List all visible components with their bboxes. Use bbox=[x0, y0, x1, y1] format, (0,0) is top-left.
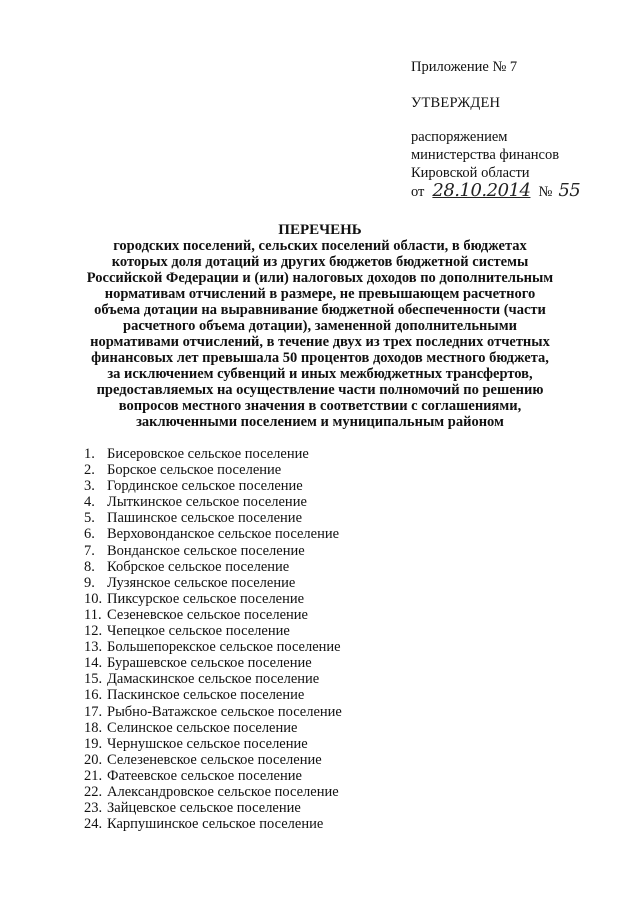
list-item bbox=[84, 446, 342, 462]
item-number: 23. bbox=[84, 800, 103, 817]
list-item bbox=[84, 768, 342, 784]
handwritten-date: 28.10.2014 bbox=[432, 180, 531, 201]
list-item bbox=[84, 639, 342, 655]
list-item bbox=[84, 784, 342, 800]
list-item bbox=[84, 816, 342, 832]
item-number: 18. bbox=[84, 719, 103, 736]
item-number: 14. bbox=[84, 655, 103, 672]
list-item bbox=[84, 655, 342, 671]
item-name: Зайцевское сельское поселение bbox=[107, 800, 301, 817]
item-name: Бурашевское сельское поселение bbox=[107, 655, 312, 672]
number-label: № bbox=[538, 184, 553, 200]
list-item bbox=[84, 704, 342, 720]
item-number: 6. bbox=[84, 526, 95, 543]
approved-by-line: Кировской области bbox=[411, 165, 530, 181]
list-item bbox=[84, 607, 342, 623]
title-heading: ПЕРЕЧЕНЬ bbox=[278, 222, 362, 238]
handwritten-number: 55 bbox=[558, 180, 581, 201]
item-number: 5. bbox=[84, 510, 95, 527]
item-name: Фатеевское сельское поселение bbox=[107, 767, 302, 784]
settlement-list bbox=[84, 446, 342, 832]
item-number: 12. bbox=[84, 623, 103, 640]
title-line: вопросов местного значения в соответствии с соглашениями, bbox=[118, 398, 522, 414]
title-line: нормативам отчислений в размере, не превышающем расчетного bbox=[104, 286, 536, 302]
approved-by-line: министерства финансов bbox=[411, 147, 560, 163]
list-item bbox=[84, 687, 342, 703]
title-line: Российской Федерации и (или) налоговых доходов по дополнительным bbox=[86, 270, 554, 286]
item-name: Гординское сельское поселение bbox=[107, 478, 303, 495]
approval-block bbox=[411, 58, 621, 201]
item-number: 19. bbox=[84, 735, 103, 752]
item-name: Кобрское сельское поселение bbox=[107, 558, 290, 575]
item-name: Чернушское сельское поселение bbox=[107, 735, 308, 752]
item-number: 11. bbox=[84, 606, 102, 623]
item-name: Большепорекское сельское поселение bbox=[107, 639, 341, 656]
item-name: Борское сельское поселение bbox=[107, 462, 282, 479]
item-number: 1. bbox=[84, 446, 95, 462]
list-item bbox=[84, 543, 342, 559]
date-line bbox=[411, 182, 621, 201]
title-line: расчетного объема дотации), замененной дополнительными bbox=[123, 318, 517, 334]
list-item bbox=[84, 575, 342, 591]
list-item bbox=[84, 494, 342, 510]
item-number: 9. bbox=[84, 574, 95, 591]
list-item bbox=[84, 671, 342, 687]
item-name: Сезеневское сельское поселение bbox=[107, 606, 308, 623]
item-number: 7. bbox=[84, 542, 95, 559]
title-line: которых доля дотаций из других бюджетов бюджетной системы bbox=[111, 254, 529, 270]
item-name: Пашинское сельское поселение bbox=[107, 510, 302, 527]
item-name: Пиксурское сельское поселение bbox=[107, 590, 305, 607]
item-name: Чепецкое сельское поселение bbox=[107, 623, 290, 640]
item-number: 17. bbox=[84, 703, 103, 720]
item-number: 4. bbox=[84, 494, 95, 511]
list-item bbox=[84, 720, 342, 736]
item-number: 2. bbox=[84, 462, 95, 479]
title-line: нормативами отчислений, в течение двух из трех последних отчетных bbox=[90, 334, 550, 350]
item-name: Дамаскинское сельское поселение bbox=[107, 671, 320, 688]
item-name: Паскинское сельское поселение bbox=[107, 687, 305, 704]
title-line: за исключением субвенций и иных межбюджетных трансфертов, bbox=[107, 366, 533, 382]
item-name: Александровское сельское поселение bbox=[107, 783, 339, 800]
list-item bbox=[84, 559, 342, 575]
list-item bbox=[84, 526, 342, 542]
item-name: Рыбно-Ватажское сельское поселение bbox=[107, 703, 342, 720]
item-number: 8. bbox=[84, 558, 95, 575]
item-name: Лузянское сельское поселение bbox=[107, 574, 296, 591]
title-line: финансовых лет превышала 50 процентов доходов местного бюджета, bbox=[91, 350, 549, 366]
item-number: 10. bbox=[84, 590, 103, 607]
list-item bbox=[84, 736, 342, 752]
list-item bbox=[84, 623, 342, 639]
list-item bbox=[84, 510, 342, 526]
item-number: 21. bbox=[84, 767, 103, 784]
item-number: 15. bbox=[84, 671, 103, 688]
title-line: объема дотации на выравнивание бюджетной обеспеченности (части bbox=[94, 302, 546, 318]
list-item bbox=[84, 462, 342, 478]
title-line: предоставляемых на осуществление части полномочий по решению bbox=[96, 382, 544, 398]
date-prefix: от bbox=[411, 184, 425, 200]
item-name: Селинское сельское поселение bbox=[107, 719, 298, 736]
item-name: Селезеневское сельское поселение bbox=[107, 751, 322, 768]
item-number: 22. bbox=[84, 783, 103, 800]
item-number: 24. bbox=[84, 816, 103, 833]
item-number: 13. bbox=[84, 639, 103, 656]
annex-label: Приложение № 7 bbox=[411, 59, 518, 75]
list-item bbox=[84, 591, 342, 607]
item-name: Карпушинское сельское поселение bbox=[107, 816, 324, 833]
item-number: 16. bbox=[84, 687, 103, 704]
list-item bbox=[84, 800, 342, 816]
item-name: Бисеровское сельское поселение bbox=[107, 446, 309, 462]
approved-label: УТВЕРЖДЕН bbox=[411, 95, 501, 111]
title-line: заключенными поселением и муниципальным районом bbox=[136, 414, 504, 430]
item-number: 3. bbox=[84, 478, 95, 495]
title-line: городских поселений, сельских поселений области, в бюджетах bbox=[113, 238, 527, 254]
item-number: 20. bbox=[84, 751, 103, 768]
item-name: Верховонданское сельское поселение bbox=[107, 526, 340, 543]
list-item bbox=[84, 478, 342, 494]
list-item bbox=[84, 752, 342, 768]
item-name: Лыткинское сельское поселение bbox=[107, 494, 307, 511]
document-title bbox=[60, 222, 580, 430]
approved-by-line: распоряжением bbox=[411, 129, 508, 145]
item-name: Вонданское сельское поселение bbox=[107, 542, 305, 559]
